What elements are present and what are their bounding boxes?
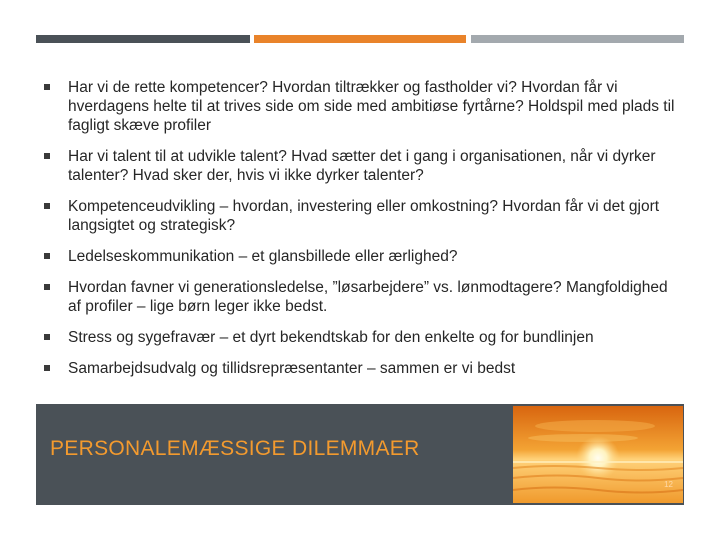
bullet-item (44, 278, 684, 316)
page-number: 12 (664, 480, 673, 489)
bullet-item (44, 359, 684, 378)
bullet-marker-icon (44, 334, 50, 340)
bullet-text: Samarbejdsudvalg og tillidsrepræsentanter – sammen er vi bedst (68, 360, 516, 377)
slide-title: PERSONALEMÆSSIGE DILEMMAER (50, 437, 420, 460)
bullet-text: Kompetenceudvikling – hvordan, investering eller omkostning? Hvordan får vi det gjort langsigtet og strategisk? (68, 198, 660, 234)
accent-bar-orange (254, 35, 466, 43)
bullet-marker-icon (44, 84, 50, 90)
bullet-text: Har vi de rette kompetencer? Hvordan tiltrækker og fastholder vi? Hvordan får vi hverdagens helte til at trives side om side med ambitiøse fyrtårne? Holdspil med plads til fagligt skæve profiler (68, 79, 675, 134)
bullet-text: Stress og sygefravær – et dyrt bekendtskab for den enkelte og for bundlinjen (68, 329, 594, 346)
bullet-item (44, 147, 684, 185)
footer-band (36, 404, 684, 505)
accent-bar-gray (471, 35, 684, 43)
bullet-text: Hvordan favner vi generationsledelse, ”løsarbejdere” vs. lønmodtagere? Mangfoldighed af profiler – lige børn leger ikke bedst. (68, 279, 668, 315)
bullet-item (44, 247, 684, 266)
sunset-image (513, 406, 683, 503)
bullet-text: Har vi talent til at udvikle talent? Hvad sætter det i gang i organisationen, når vi dyrker talenter? Hvad sker der, hvis vi ikke dyrker talenter? (68, 148, 656, 184)
bullet-marker-icon (44, 284, 50, 290)
bullet-text: Ledelseskommunikation – et glansbillede eller ærlighed? (68, 248, 458, 265)
sunset-illustration (513, 406, 683, 503)
bullet-marker-icon (44, 203, 50, 209)
bullet-marker-icon (44, 365, 50, 371)
bullet-marker-icon (44, 153, 50, 159)
accent-bar-dark (36, 35, 250, 43)
bullet-item (44, 78, 684, 135)
bullet-marker-icon (44, 253, 50, 259)
bullet-item (44, 197, 684, 235)
bullet-item (44, 328, 684, 347)
bullet-list (44, 78, 684, 390)
